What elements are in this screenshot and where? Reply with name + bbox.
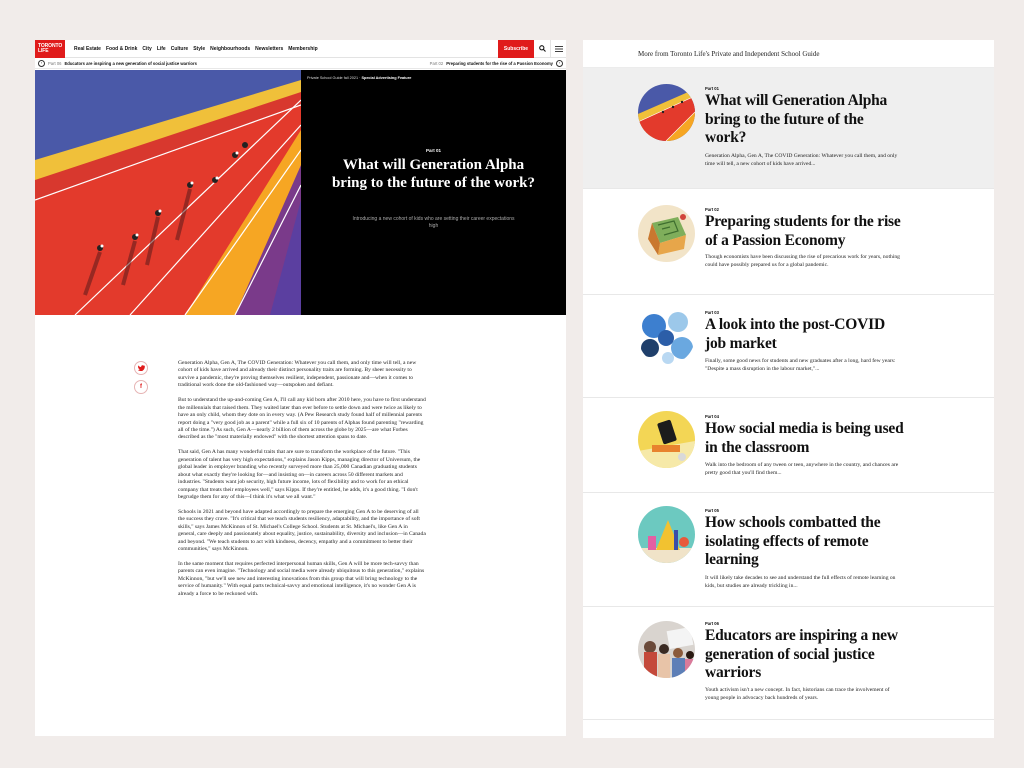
hero-image	[35, 70, 301, 315]
nav-link-life[interactable]: Life	[156, 45, 166, 52]
related-card-part-04[interactable]	[583, 398, 994, 493]
search-icon[interactable]	[534, 40, 550, 58]
nav-links	[74, 46, 498, 52]
card-description: Though economists have been discussing the rise of precarious work for years, nothing could have possibly prepared us for a global pandemic.	[705, 254, 900, 269]
card-part-label: Part 02	[705, 207, 719, 212]
menu-icon[interactable]	[550, 40, 566, 58]
card-title[interactable]: What will Generation Alpha bring to the future of the work?	[705, 92, 888, 147]
related-card-part-03[interactable]	[583, 295, 994, 398]
top-navigation	[35, 40, 566, 58]
related-card-part-01[interactable]	[583, 68, 994, 189]
card-thumbnail	[638, 205, 695, 262]
article-paragraph: In the same moment that requires perfected interpersonal human skills, Gen A will be more tech-savvy than parents can even imagine. "Technology and social media were already ubiquitous to this generation," explains McKinnon, "but we'll see new and interesting innovations from this group that will bring technology to the service of humanity." With equal parts technical-savvy and emotional intelligence, it's no wonder Gen A is already a force to be reckoned with.	[178, 560, 425, 597]
card-part-label: Part 03	[705, 310, 719, 315]
nav-link-real-estate[interactable]: Real Estate	[74, 45, 101, 52]
card-thumbnail	[638, 506, 695, 563]
subscribe-button[interactable]: Subscribe	[498, 40, 534, 58]
hero-kicker: Private School Guide fall 2021 · Special Advertising Feature	[307, 76, 412, 80]
article-subtitle: Introducing a new cohort of kids who are setting their career expectations high	[352, 216, 515, 229]
article-hero	[35, 70, 566, 315]
related-card-part-06[interactable]	[583, 607, 994, 720]
article-page	[35, 40, 566, 736]
card-title[interactable]: Educators are inspiring a new generation of social justice warriors	[705, 627, 898, 682]
card-description: Generation Alpha, Gen A, The COVID Generation: Whatever you call them, and only time will tell, a new cohort of kids have arrived...	[705, 153, 898, 168]
related-card-part-05[interactable]	[583, 493, 994, 607]
card-thumbnail	[638, 84, 695, 141]
card-description: Walk into the bedroom of any tween or teen, anywhere in the country, and chances are pretty good that you'll find them...	[705, 462, 899, 477]
series-navigation	[35, 58, 566, 69]
related-heading: More from Toronto Life's Private and Independent School Guide	[583, 40, 994, 68]
hero-part-label: Part 01	[425, 148, 441, 153]
next-part-link[interactable]: Part 02 Preparing students for the rise of a Passion Economy ›	[430, 60, 563, 67]
arrow-right-icon: ›	[556, 60, 563, 67]
article-body	[178, 360, 426, 606]
card-description: Finally, some good news for students and new graduates after a long, hard few years: "Despite a mass disruption in the labour market,"...	[705, 358, 896, 373]
card-title[interactable]: Preparing students for the rise of a Passion Economy	[705, 213, 901, 249]
card-part-label: Part 05	[705, 508, 719, 513]
card-title[interactable]: A look into the post-COVID job market	[705, 316, 885, 352]
article-paragraph: Schools in 2021 and beyond have adapted accordingly to prepare the emerging Gen A to be deserving of all the success they crave. "It's critical that we teach students resiliency, adaptability, and the importance of soft skills," says James McKinnon of St. Michael's College School. Students at St. Michael's, like Gen A in general, care deeply and passionately about equality, justice, sustainability, diversity and inclusion—in Canada and beyond. "We teach students to act with kindness, decency, empathy and a commitment to better their communities," says McKinnon.	[178, 508, 426, 553]
card-part-label: Part 06	[705, 621, 719, 626]
article-paragraph: Generation Alpha, Gen A, The COVID Generation: Whatever you call them, and only time will tell, a new cohort of kids have arrived and already their distinct personality traits are forming. By sheer necessity to survive a pandemic, they're proving themselves resilient, independent, passionate and—when it comes to traditional work done the old-fashioned way—outspoken and defiant.	[178, 360, 417, 389]
nav-link-newsletters[interactable]: Newsletters	[255, 45, 284, 52]
nav-link-culture[interactable]: Culture	[170, 45, 189, 52]
site-logo[interactable]: TORONTO LIFE	[35, 40, 65, 58]
related-articles-page	[583, 40, 994, 738]
article-paragraph: That said, Gen A has many wonderful traits that are sure to transform the workplace of the future. "This generation of talent has very high expectations," explains Jason Kipps, managing director of Universum, the global leader in employer branding who recently surveyed more than 25,000 Canadian graduating students about what exactly they're looking for—and insisting on—in careers across 50 different markets and industries. "Students want job security, high future income, lots of flexibility and to work for an ethical company that treats their employees well," says Kipps. If they're entitled, he adds, it's a good thing. "I don't begrudge them for any of this—I think it's what we all want."	[178, 449, 421, 501]
card-title[interactable]: How social media is being used in the classroom	[705, 420, 904, 456]
card-part-label: Part 01	[705, 86, 719, 91]
card-thumbnail	[638, 621, 695, 678]
article-paragraph: But to understand the up-and-coming Gen A, I'll call any kid born after 2010 here, you have to first understand the millennials that raised them. They waited later than ever before to settle down and were twice as likely to have an only child, whom they dote on in every way. (A Pew Research study found half of millennial parents report doing a "very good job as a parent" while a full six of 10 parents of Alphas found parenting "rewarding all of the time.") As such, Gen A—nearly 2 billion of them across the globe by 2025—are what Forbes described as the "most materially endowed" with the shortest attention spans to date.	[178, 397, 426, 441]
card-description: It will likely take decades to see and understand the full effects of remote learning on kids, but studies are already trickling in...	[705, 575, 896, 590]
hero-text-panel	[301, 70, 566, 315]
related-card-part-02[interactable]	[583, 189, 994, 295]
nav-link-food-drink[interactable]: Food & Drink	[105, 45, 138, 52]
nav-link-neighbourhoods[interactable]: Neighbourhoods	[210, 45, 251, 52]
nav-link-style[interactable]: Style	[193, 45, 206, 52]
prev-part-link[interactable]: ‹ Part 06 Educators are inspiring a new generation of social justice warriors	[38, 60, 197, 67]
card-thumbnail	[638, 308, 695, 365]
article-title: What will Generation Alpha bring to the future of the work?	[331, 157, 536, 191]
card-thumbnail	[638, 411, 695, 468]
card-title[interactable]: How schools combatted the isolating effects of remote learning	[705, 514, 881, 569]
nav-link-city[interactable]: City	[142, 45, 152, 52]
card-description: Youth activism isn't a new concept. In fact, historians can trace the involvement of young people in advocacy back hundreds of years.	[705, 687, 890, 702]
arrow-left-icon: ‹	[38, 60, 45, 67]
twitter-icon[interactable]	[134, 361, 148, 375]
card-part-label: Part 04	[705, 414, 719, 419]
nav-link-membership[interactable]: Membership	[288, 45, 318, 52]
facebook-icon[interactable]: f	[134, 380, 148, 394]
